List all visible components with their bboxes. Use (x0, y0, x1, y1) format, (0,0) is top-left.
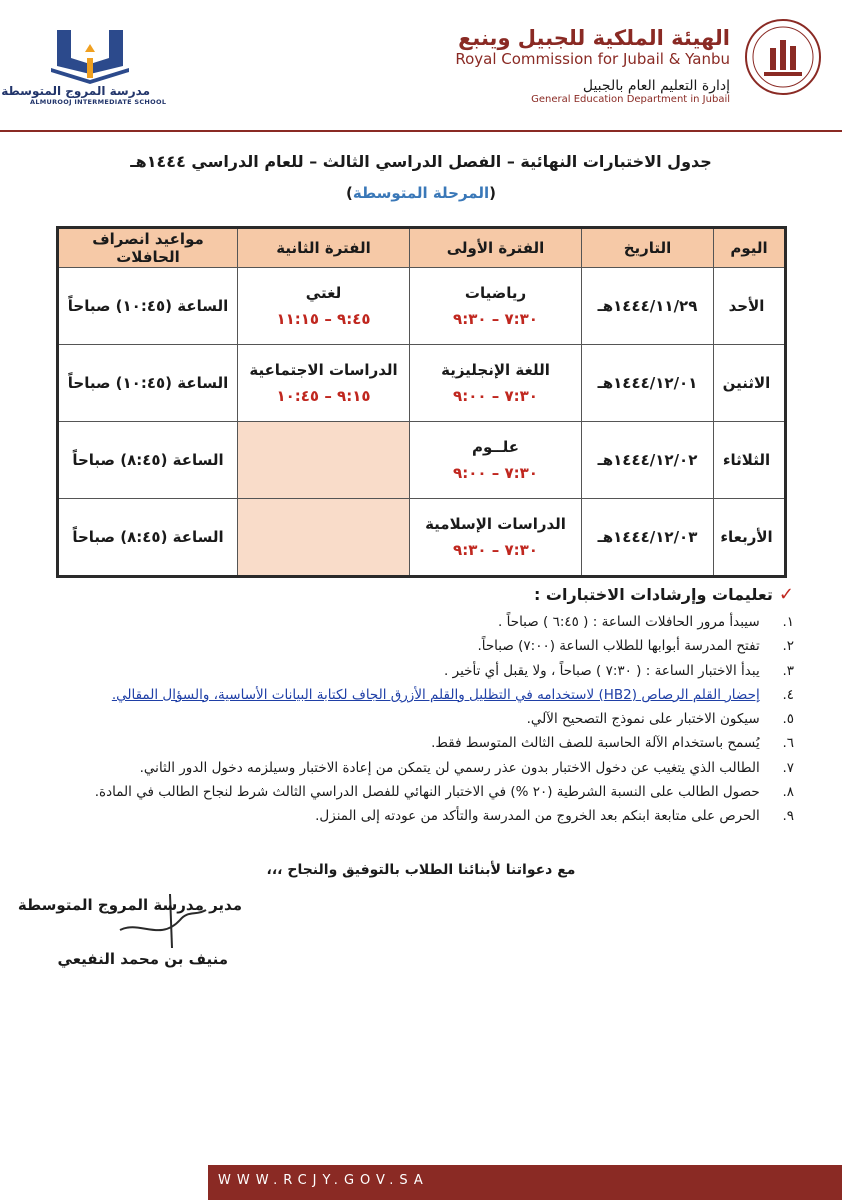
item-number: ٩. (782, 808, 794, 825)
commission-text (455, 26, 730, 105)
day-cell: الاثنين (714, 345, 786, 422)
school-name-arabic: مدرسة المروج المتوسطة (1, 84, 150, 98)
item-text: الطالب الذي يتغيب عن دخول الاختبار بدون عذر رسمي لن يتمكن من إعادة الاختبار وسيلزمه دخول الدور الثاني. (139, 759, 760, 776)
day-cell: الأحد (714, 268, 786, 345)
commission-name-arabic: الهيئة الملكية للجبيل وينبع (458, 26, 730, 50)
item-number: ٣. (782, 662, 794, 679)
footer-bar (208, 1165, 842, 1200)
item-number: ٢. (782, 638, 794, 655)
period1-cell (410, 422, 582, 499)
period2-empty-cell (238, 422, 410, 499)
date-cell: ١٤٤٤/١٢/٠٣هـ (582, 499, 714, 577)
period1-cell (410, 499, 582, 577)
page-subtitle (0, 184, 842, 202)
subtitle-paren-open: ( (489, 184, 496, 202)
commission-name-english: Royal Commission for Jubail & Yanbu (455, 50, 730, 68)
period1-cell (410, 268, 582, 345)
signature-scribble-icon (110, 880, 220, 960)
subtitle-paren-close: ) (346, 184, 353, 202)
period1-subject: اللغة الإنجليزية (441, 361, 550, 379)
period1-subject: الدراسات الإسلامية (425, 515, 566, 533)
item-text: حصول الطالب على النسبة الشرطية (٢٠ %) في الاختبار النهائي للفصل الدراسي الثالث شرط لنجاح الطالب في المادة. (94, 784, 760, 801)
list-item (64, 756, 794, 780)
bus-time-cell: الساعة (٨:٤٥) صباحاً (58, 422, 238, 499)
closing-message: مع دعواتنا لأبنائنا الطلاب بالتوفيق والنجاح ،،، (266, 862, 576, 878)
period1-time: ٧:٣٠ – ٩:٠٠ (453, 464, 538, 482)
table-row (58, 345, 786, 422)
table-row (58, 499, 786, 577)
item-number: ٨. (782, 784, 794, 801)
item-number: ٤. (782, 686, 794, 703)
period2-cell (238, 268, 410, 345)
period2-subject: الدراسات الاجتماعية (249, 361, 398, 379)
school-name-english: ALMUROOJ INTERMEDIATE SCHOOL (30, 98, 167, 106)
list-item (64, 780, 794, 804)
item-text: الحرص على متابعة ابنكم بعد الخروج من المدرسة والتأكد من عودته إلى المنزل. (315, 808, 760, 825)
open-book-icon (49, 22, 131, 84)
item-text: سيبدأ مرور الحافلات الساعة : ( ٦:٤٥ ) صباحاً . (498, 614, 760, 630)
list-item (64, 707, 794, 731)
period1-time: ٧:٣٠ – ٩:٣٠ (453, 541, 538, 559)
list-item (64, 659, 794, 683)
item-number: ٧. (782, 759, 794, 776)
header-bus: مواعيد انصراف الحافلات (58, 228, 238, 268)
day-cell: الأربعاء (714, 499, 786, 577)
header-divider (0, 130, 842, 132)
period2-subject: لغتي (305, 284, 342, 302)
header-period2: الفترة الثانية (238, 228, 410, 268)
item-text: سيكون الاختبار على نموذج التصحيح الآلي. (526, 711, 760, 728)
page-title: جدول الاختبارات النهائية – الفصل الدراسي الثالث – للعام الدراسي ١٤٤٤هـ (130, 152, 712, 171)
date-cell: ١٤٤٤/١١/٢٩هـ (582, 268, 714, 345)
item-number: ٦. (782, 735, 794, 752)
period1-time: ٧:٣٠ – ٩:٠٠ (453, 387, 538, 405)
period2-cell (238, 345, 410, 422)
commission-header (422, 18, 822, 113)
list-item (64, 610, 794, 634)
period2-time: ٩:٤٥ – ١١:١٥ (276, 310, 371, 328)
department-name-arabic: إدارة التعليم العام بالجبيل (582, 78, 730, 94)
header-period1: الفترة الأولى (410, 228, 582, 268)
list-item (64, 634, 794, 658)
bus-time-cell: الساعة (٨:٤٥) صباحاً (58, 499, 238, 577)
exam-schedule-table (56, 226, 787, 578)
instructions-heading (534, 584, 794, 605)
bus-time-cell: الساعة (١٠:٤٥) صباحاً (58, 268, 238, 345)
bus-time-cell: الساعة (١٠:٤٥) صباحاً (58, 345, 238, 422)
header-date: التاريخ (582, 228, 714, 268)
period1-cell (410, 345, 582, 422)
item-number: ١. (782, 614, 794, 630)
list-item (64, 804, 794, 828)
period2-time: ٩:١٥ – ١٠:٤٥ (276, 387, 371, 405)
signature-name: منيف بن محمد النفيعي (57, 950, 228, 968)
item-text-linked[interactable]: إحضار القلم الرصاص (HB2) لاستخدامه في التظليل والقلم الأزرق الجاف لكتابة البيانات الأساسية، والسؤال المقالي. (111, 686, 760, 703)
list-item (64, 683, 794, 707)
date-cell: ١٤٤٤/١٢/٠١هـ (582, 345, 714, 422)
footer-url[interactable]: WWW.RCJY.GOV.SA (218, 1173, 429, 1188)
period1-time: ٧:٣٠ – ٩:٣٠ (453, 310, 538, 328)
department-name-english: General Education Department in Jubail (531, 94, 730, 105)
commission-emblem-icon (744, 18, 822, 96)
day-cell: الثلاثاء (714, 422, 786, 499)
item-text: تفتح المدرسة أبوابها للطلاب الساعة (٧:٠٠) صباحاً. (477, 638, 760, 655)
stage-label: المرحلة المتوسطة (352, 184, 490, 202)
school-logo (1, 22, 167, 114)
list-item (64, 731, 794, 755)
instructions-list (64, 610, 794, 829)
item-text: يبدأ الاختبار الساعة : ( ٧:٣٠ ) صباحاً ، ولا يقبل أي تأخير . (444, 662, 760, 679)
instructions-heading-text: تعليمات وإرشادات الاختبارات : (533, 585, 773, 604)
period2-empty-cell (238, 499, 410, 577)
checkmark-icon: ✓ (778, 584, 794, 605)
date-cell: ١٤٤٤/١٢/٠٢هـ (582, 422, 714, 499)
header-day: اليوم (714, 228, 786, 268)
item-text: يُسمح باستخدام الآلة الحاسبة للصف الثالث المتوسط فقط. (431, 735, 760, 752)
period1-subject: علــوم (471, 438, 520, 456)
table-row (58, 268, 786, 345)
table-header-row (58, 228, 786, 268)
signature-title: مدير مدرسة المروج المتوسطة (17, 896, 242, 914)
item-number: ٥. (782, 711, 794, 728)
period1-subject: رياضيات (464, 284, 527, 302)
table-row (58, 422, 786, 499)
